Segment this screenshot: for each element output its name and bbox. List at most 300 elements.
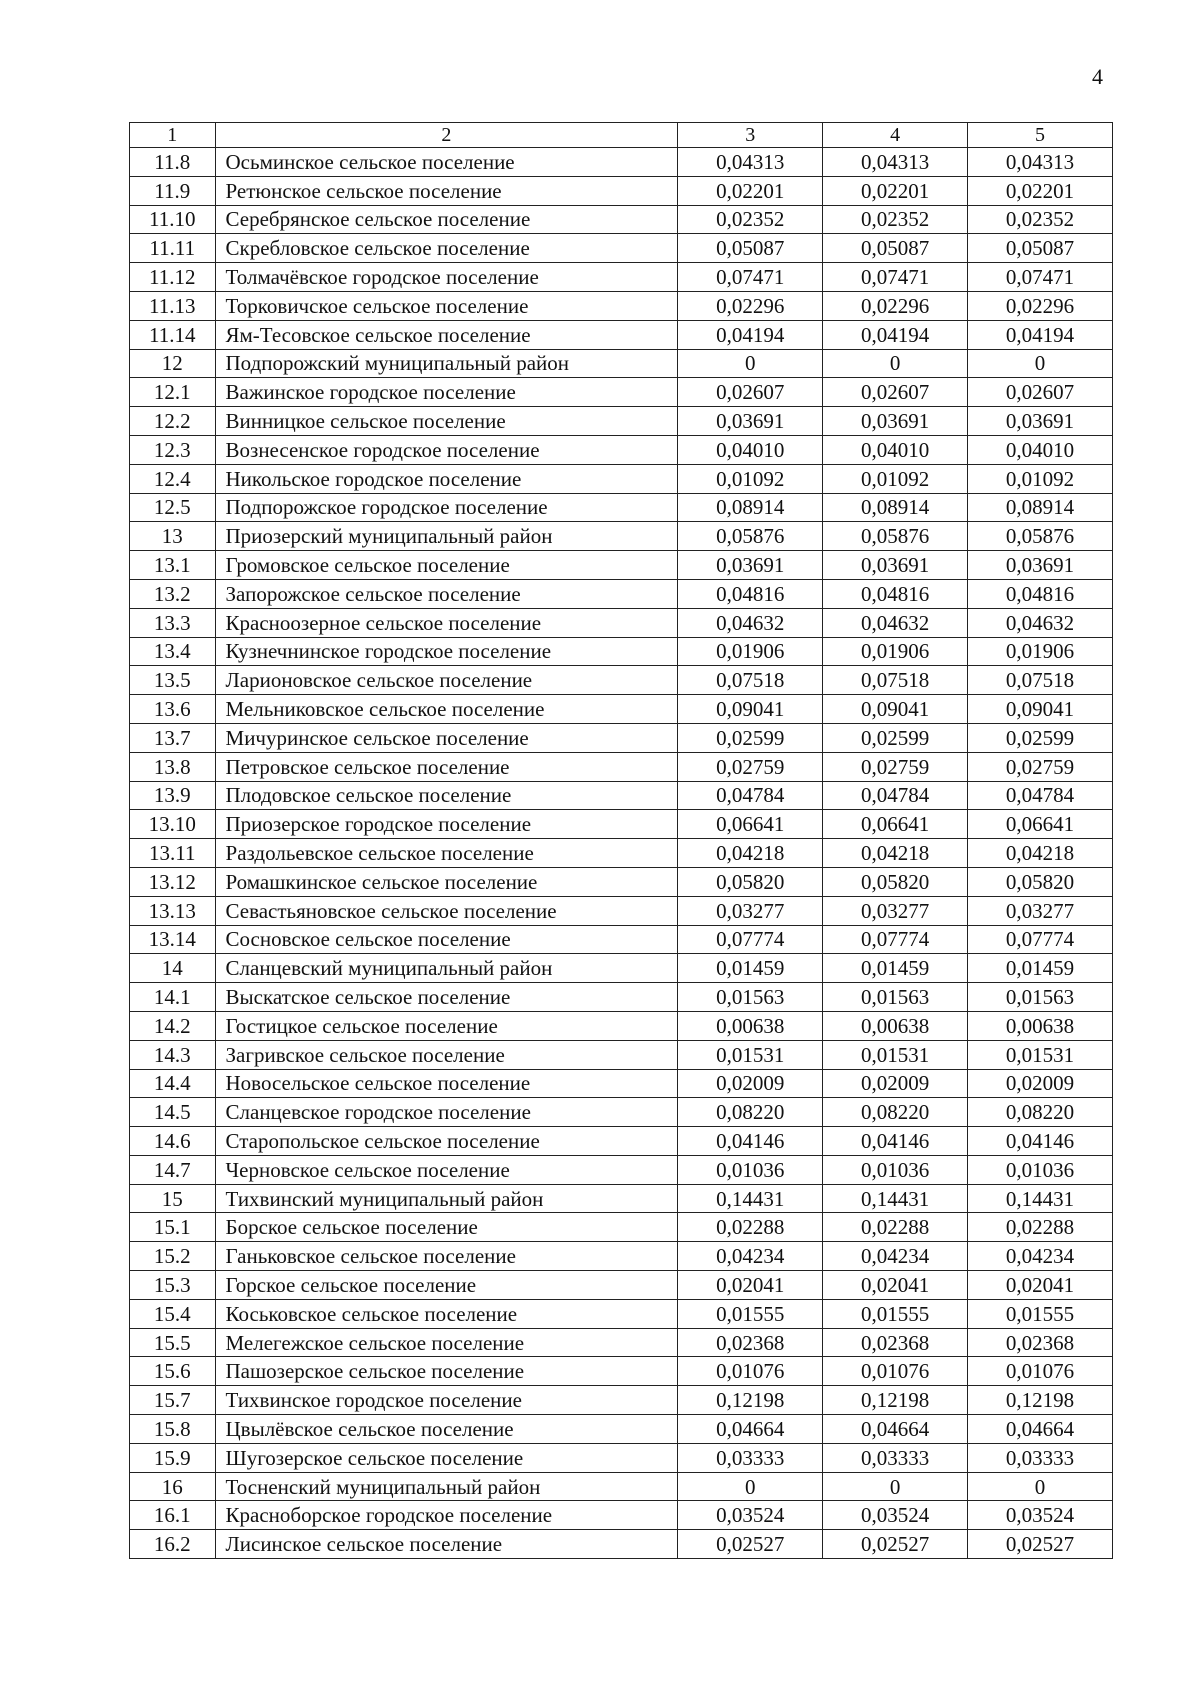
value-column-4-cell: 0,08914 <box>823 493 968 522</box>
value-column-3-cell: 0,04010 <box>678 435 823 464</box>
value-column-4-cell: 0,05820 <box>823 867 968 896</box>
settlement-name-cell: Цвылёвское сельское поселение <box>215 1415 678 1444</box>
value-column-4-cell: 0,07774 <box>823 925 968 954</box>
value-column-5-cell: 0,01459 <box>968 954 1113 983</box>
value-column-3-cell: 0,08220 <box>678 1098 823 1127</box>
value-column-5-cell: 0,04146 <box>968 1127 1113 1156</box>
value-column-4-cell: 0,03691 <box>823 407 968 436</box>
value-column-3-cell: 0,04218 <box>678 839 823 868</box>
settlement-name-cell: Осьминское сельское поселение <box>215 148 678 177</box>
row-number-cell: 16 <box>130 1472 216 1501</box>
value-column-5-cell: 0,03691 <box>968 551 1113 580</box>
settlement-name-cell: Гостицкое сельское поселение <box>215 1011 678 1040</box>
column-header-4: 4 <box>823 123 968 148</box>
column-header-5: 5 <box>968 123 1113 148</box>
table-row <box>130 148 1113 177</box>
table-row <box>130 723 1113 752</box>
table-row <box>130 1386 1113 1415</box>
table-row <box>130 234 1113 263</box>
value-column-3-cell: 0,02599 <box>678 723 823 752</box>
value-column-5-cell: 0,02352 <box>968 205 1113 234</box>
value-column-5-cell: 0,01531 <box>968 1040 1113 1069</box>
table-row <box>130 1155 1113 1184</box>
value-column-5-cell: 0,02368 <box>968 1328 1113 1357</box>
settlement-name-cell: Приозерский муниципальный район <box>215 522 678 551</box>
value-column-5-cell: 0,03691 <box>968 407 1113 436</box>
value-column-5-cell: 0,07774 <box>968 925 1113 954</box>
row-number-cell: 13.6 <box>130 695 216 724</box>
value-column-4-cell: 0,02201 <box>823 176 968 205</box>
table-row <box>130 407 1113 436</box>
settlement-name-cell: Выскатское сельское поселение <box>215 983 678 1012</box>
column-header-3: 3 <box>678 123 823 148</box>
settlement-name-cell: Сланцевский муниципальный район <box>215 954 678 983</box>
table-row <box>130 1242 1113 1271</box>
table-row <box>130 1357 1113 1386</box>
value-column-3-cell: 0,04664 <box>678 1415 823 1444</box>
row-number-cell: 16.1 <box>130 1501 216 1530</box>
value-column-4-cell: 0,03691 <box>823 551 968 580</box>
value-column-5-cell: 0,08220 <box>968 1098 1113 1127</box>
value-column-5-cell: 0,04234 <box>968 1242 1113 1271</box>
row-number-cell: 13.14 <box>130 925 216 954</box>
value-column-3-cell: 0,01563 <box>678 983 823 1012</box>
settlement-name-cell: Шугозерское сельское поселение <box>215 1443 678 1472</box>
settlement-name-cell: Громовское сельское поселение <box>215 551 678 580</box>
value-column-5-cell: 0,04010 <box>968 435 1113 464</box>
value-column-4-cell: 0,01906 <box>823 637 968 666</box>
row-number-cell: 13.3 <box>130 608 216 637</box>
value-column-3-cell: 0,03333 <box>678 1443 823 1472</box>
value-column-4-cell: 0,02296 <box>823 291 968 320</box>
settlement-name-cell: Горское сельское поселение <box>215 1271 678 1300</box>
value-column-4-cell: 0,04664 <box>823 1415 968 1444</box>
table-row <box>130 205 1113 234</box>
value-column-5-cell: 0 <box>968 349 1113 378</box>
row-number-cell: 12.1 <box>130 378 216 407</box>
value-column-5-cell: 0,12198 <box>968 1386 1113 1415</box>
value-column-5-cell: 0,00638 <box>968 1011 1113 1040</box>
settlement-name-cell: Винницкое сельское поселение <box>215 407 678 436</box>
table-row <box>130 1098 1113 1127</box>
value-column-5-cell: 0,02599 <box>968 723 1113 752</box>
value-column-4-cell: 0,04816 <box>823 579 968 608</box>
value-column-3-cell: 0,02607 <box>678 378 823 407</box>
row-number-cell: 14.5 <box>130 1098 216 1127</box>
settlement-name-cell: Мелегежское сельское поселение <box>215 1328 678 1357</box>
row-number-cell: 15 <box>130 1184 216 1213</box>
row-number-cell: 15.8 <box>130 1415 216 1444</box>
value-column-4-cell: 0,01092 <box>823 464 968 493</box>
value-column-5-cell: 0,07471 <box>968 263 1113 292</box>
row-number-cell: 14.6 <box>130 1127 216 1156</box>
value-column-5-cell: 0,02759 <box>968 752 1113 781</box>
row-number-cell: 11.13 <box>130 291 216 320</box>
settlement-name-cell: Подпорожское городское поселение <box>215 493 678 522</box>
value-column-4-cell: 0,01555 <box>823 1299 968 1328</box>
table-row <box>130 435 1113 464</box>
table-row <box>130 1443 1113 1472</box>
row-number-cell: 11.10 <box>130 205 216 234</box>
settlement-name-cell: Подпорожский муниципальный район <box>215 349 678 378</box>
value-column-4-cell: 0,04010 <box>823 435 968 464</box>
value-column-4-cell: 0,02759 <box>823 752 968 781</box>
row-number-cell: 16.2 <box>130 1530 216 1559</box>
row-number-cell: 15.3 <box>130 1271 216 1300</box>
value-column-3-cell: 0 <box>678 349 823 378</box>
column-header-1: 1 <box>130 123 216 148</box>
value-column-3-cell: 0,02296 <box>678 291 823 320</box>
settlement-name-cell: Важинское городское поселение <box>215 378 678 407</box>
row-number-cell: 11.12 <box>130 263 216 292</box>
table-row <box>130 637 1113 666</box>
coefficients-table <box>129 122 1113 1559</box>
table-row <box>130 1328 1113 1357</box>
value-column-5-cell: 0,04218 <box>968 839 1113 868</box>
value-column-5-cell: 0,04664 <box>968 1415 1113 1444</box>
settlement-name-cell: Мичуринское сельское поселение <box>215 723 678 752</box>
table-row <box>130 839 1113 868</box>
settlement-name-cell: Ям-Тесовское сельское поселение <box>215 320 678 349</box>
value-column-5-cell: 0,04632 <box>968 608 1113 637</box>
row-number-cell: 14.2 <box>130 1011 216 1040</box>
value-column-4-cell: 0,02009 <box>823 1069 968 1098</box>
value-column-5-cell: 0,05087 <box>968 234 1113 263</box>
value-column-3-cell: 0,04234 <box>678 1242 823 1271</box>
row-number-cell: 12.2 <box>130 407 216 436</box>
table-row <box>130 810 1113 839</box>
table-row <box>130 1299 1113 1328</box>
value-column-4-cell: 0,04194 <box>823 320 968 349</box>
table-row <box>130 1530 1113 1559</box>
value-column-4-cell: 0,07471 <box>823 263 968 292</box>
value-column-5-cell: 0,01563 <box>968 983 1113 1012</box>
value-column-5-cell: 0,03277 <box>968 896 1113 925</box>
value-column-5-cell: 0,01555 <box>968 1299 1113 1328</box>
settlement-name-cell: Тихвинское городское поселение <box>215 1386 678 1415</box>
value-column-3-cell: 0,06641 <box>678 810 823 839</box>
value-column-3-cell: 0,02201 <box>678 176 823 205</box>
value-column-3-cell: 0,05876 <box>678 522 823 551</box>
table-row <box>130 579 1113 608</box>
row-number-cell: 13.2 <box>130 579 216 608</box>
settlement-name-cell: Серебрянское сельское поселение <box>215 205 678 234</box>
row-number-cell: 14.4 <box>130 1069 216 1098</box>
value-column-5-cell: 0,07518 <box>968 666 1113 695</box>
table-row <box>130 320 1113 349</box>
value-column-5-cell: 0,02009 <box>968 1069 1113 1098</box>
settlement-name-cell: Вознесенское городское поселение <box>215 435 678 464</box>
row-number-cell: 15.1 <box>130 1213 216 1242</box>
row-number-cell: 14.1 <box>130 983 216 1012</box>
table-row <box>130 1184 1113 1213</box>
table-row <box>130 867 1113 896</box>
settlement-name-cell: Старопольское сельское поселение <box>215 1127 678 1156</box>
table-row <box>130 1501 1113 1530</box>
value-column-3-cell: 0,01092 <box>678 464 823 493</box>
page-number: 4 <box>1092 64 1103 89</box>
value-column-5-cell: 0,04313 <box>968 148 1113 177</box>
settlement-name-cell: Борское сельское поселение <box>215 1213 678 1242</box>
settlement-name-cell: Запорожское сельское поселение <box>215 579 678 608</box>
value-column-4-cell: 0,01531 <box>823 1040 968 1069</box>
value-column-4-cell: 0,12198 <box>823 1386 968 1415</box>
settlement-name-cell: Кузнечнинское городское поселение <box>215 637 678 666</box>
table-row <box>130 522 1113 551</box>
row-number-cell: 12.4 <box>130 464 216 493</box>
row-number-cell: 14 <box>130 954 216 983</box>
value-column-4-cell: 0,00638 <box>823 1011 968 1040</box>
settlement-name-cell: Торковичское сельское поселение <box>215 291 678 320</box>
value-column-5-cell: 0,05876 <box>968 522 1113 551</box>
table-row <box>130 1213 1113 1242</box>
row-number-cell: 13.5 <box>130 666 216 695</box>
value-column-3-cell: 0,03691 <box>678 551 823 580</box>
value-column-3-cell: 0,01076 <box>678 1357 823 1386</box>
value-column-4-cell: 0,02599 <box>823 723 968 752</box>
value-column-4-cell: 0 <box>823 1472 968 1501</box>
value-column-5-cell: 0,03333 <box>968 1443 1113 1472</box>
row-number-cell: 13.10 <box>130 810 216 839</box>
table-row <box>130 464 1113 493</box>
settlement-name-cell: Ларионовское сельское поселение <box>215 666 678 695</box>
row-number-cell: 13.12 <box>130 867 216 896</box>
value-column-3-cell: 0,03524 <box>678 1501 823 1530</box>
settlement-name-cell: Ромашкинское сельское поселение <box>215 867 678 896</box>
row-number-cell: 15.4 <box>130 1299 216 1328</box>
settlement-name-cell: Тихвинский муниципальный район <box>215 1184 678 1213</box>
row-number-cell: 13.1 <box>130 551 216 580</box>
row-number-cell: 15.6 <box>130 1357 216 1386</box>
row-number-cell: 12.5 <box>130 493 216 522</box>
value-column-3-cell: 0,04784 <box>678 781 823 810</box>
settlement-name-cell: Новосельское сельское поселение <box>215 1069 678 1098</box>
settlement-name-cell: Тосненский муниципальный район <box>215 1472 678 1501</box>
value-column-3-cell: 0,04632 <box>678 608 823 637</box>
row-number-cell: 15.7 <box>130 1386 216 1415</box>
value-column-5-cell: 0,04816 <box>968 579 1113 608</box>
settlement-name-cell: Сланцевское городское поселение <box>215 1098 678 1127</box>
row-number-cell: 11.11 <box>130 234 216 263</box>
value-column-4-cell: 0,04146 <box>823 1127 968 1156</box>
value-column-3-cell: 0,02288 <box>678 1213 823 1242</box>
value-column-4-cell: 0,02607 <box>823 378 968 407</box>
table-row <box>130 378 1113 407</box>
column-header-2: 2 <box>215 123 678 148</box>
settlement-name-cell: Толмачёвское городское поселение <box>215 263 678 292</box>
value-column-3-cell: 0,12198 <box>678 1386 823 1415</box>
value-column-5-cell: 0,02607 <box>968 378 1113 407</box>
settlement-name-cell: Мельниковское сельское поселение <box>215 695 678 724</box>
value-column-4-cell: 0,01076 <box>823 1357 968 1386</box>
value-column-5-cell: 0,08914 <box>968 493 1113 522</box>
table-row <box>130 954 1113 983</box>
settlement-name-cell: Раздольевское сельское поселение <box>215 839 678 868</box>
table-header-row <box>130 123 1113 148</box>
value-column-3-cell: 0,08914 <box>678 493 823 522</box>
row-number-cell: 13.9 <box>130 781 216 810</box>
value-column-3-cell: 0,04194 <box>678 320 823 349</box>
value-column-3-cell: 0,01555 <box>678 1299 823 1328</box>
value-column-3-cell: 0,07774 <box>678 925 823 954</box>
value-column-4-cell: 0,02041 <box>823 1271 968 1300</box>
row-number-cell: 13.11 <box>130 839 216 868</box>
row-number-cell: 12.3 <box>130 435 216 464</box>
value-column-5-cell: 0,01092 <box>968 464 1113 493</box>
row-number-cell: 11.14 <box>130 320 216 349</box>
value-column-3-cell: 0,05087 <box>678 234 823 263</box>
table-row <box>130 1271 1113 1300</box>
value-column-5-cell: 0,01906 <box>968 637 1113 666</box>
row-number-cell: 11.8 <box>130 148 216 177</box>
settlement-name-cell: Петровское сельское поселение <box>215 752 678 781</box>
settlement-name-cell: Скребловское сельское поселение <box>215 234 678 263</box>
row-number-cell: 15.5 <box>130 1328 216 1357</box>
row-number-cell: 14.3 <box>130 1040 216 1069</box>
value-column-3-cell: 0,01459 <box>678 954 823 983</box>
value-column-3-cell: 0,01906 <box>678 637 823 666</box>
value-column-5-cell: 0,09041 <box>968 695 1113 724</box>
value-column-4-cell: 0,02368 <box>823 1328 968 1357</box>
row-number-cell: 11.9 <box>130 176 216 205</box>
value-column-4-cell: 0,04632 <box>823 608 968 637</box>
settlement-name-cell: Севастьяновское сельское поселение <box>215 896 678 925</box>
value-column-3-cell: 0,02759 <box>678 752 823 781</box>
row-number-cell: 13.8 <box>130 752 216 781</box>
value-column-5-cell: 0,14431 <box>968 1184 1113 1213</box>
value-column-5-cell: 0,02288 <box>968 1213 1113 1242</box>
value-column-3-cell: 0,04146 <box>678 1127 823 1156</box>
table-row <box>130 1415 1113 1444</box>
row-number-cell: 13.7 <box>130 723 216 752</box>
row-number-cell: 13 <box>130 522 216 551</box>
settlement-name-cell: Лисинское сельское поселение <box>215 1530 678 1559</box>
value-column-4-cell: 0,02288 <box>823 1213 968 1242</box>
value-column-5-cell: 0 <box>968 1472 1113 1501</box>
value-column-4-cell: 0,03333 <box>823 1443 968 1472</box>
value-column-4-cell: 0,04784 <box>823 781 968 810</box>
row-number-cell: 15.2 <box>130 1242 216 1271</box>
settlement-name-cell: Никольское городское поселение <box>215 464 678 493</box>
table-row <box>130 781 1113 810</box>
value-column-5-cell: 0,04784 <box>968 781 1113 810</box>
value-column-3-cell: 0,03691 <box>678 407 823 436</box>
value-column-3-cell: 0,05820 <box>678 867 823 896</box>
value-column-4-cell: 0,04313 <box>823 148 968 177</box>
table-body <box>130 148 1113 1559</box>
value-column-5-cell: 0,02041 <box>968 1271 1113 1300</box>
value-column-4-cell: 0,02527 <box>823 1530 968 1559</box>
settlement-name-cell: Ретюнское сельское поселение <box>215 176 678 205</box>
table-row <box>130 493 1113 522</box>
value-column-4-cell: 0,02352 <box>823 205 968 234</box>
table-row <box>130 925 1113 954</box>
value-column-3-cell: 0,02009 <box>678 1069 823 1098</box>
value-column-3-cell: 0,02527 <box>678 1530 823 1559</box>
value-column-4-cell: 0,01459 <box>823 954 968 983</box>
row-number-cell: 14.7 <box>130 1155 216 1184</box>
value-column-3-cell: 0,02041 <box>678 1271 823 1300</box>
settlement-name-cell: Коськовское сельское поселение <box>215 1299 678 1328</box>
settlement-name-cell: Ганьковское сельское поселение <box>215 1242 678 1271</box>
value-column-4-cell: 0,08220 <box>823 1098 968 1127</box>
value-column-4-cell: 0,05876 <box>823 522 968 551</box>
value-column-3-cell: 0,07518 <box>678 666 823 695</box>
value-column-5-cell: 0,06641 <box>968 810 1113 839</box>
settlement-name-cell: Сосновское сельское поселение <box>215 925 678 954</box>
table-row <box>130 983 1113 1012</box>
value-column-3-cell: 0,00638 <box>678 1011 823 1040</box>
settlement-name-cell: Черновское сельское поселение <box>215 1155 678 1184</box>
value-column-4-cell: 0,14431 <box>823 1184 968 1213</box>
value-column-3-cell: 0,02368 <box>678 1328 823 1357</box>
value-column-4-cell: 0 <box>823 349 968 378</box>
value-column-5-cell: 0,02527 <box>968 1530 1113 1559</box>
row-number-cell: 13.4 <box>130 637 216 666</box>
settlement-name-cell: Красноозерное сельское поселение <box>215 608 678 637</box>
value-column-5-cell: 0,01076 <box>968 1357 1113 1386</box>
value-column-4-cell: 0,04218 <box>823 839 968 868</box>
row-number-cell: 15.9 <box>130 1443 216 1472</box>
value-column-3-cell: 0,01036 <box>678 1155 823 1184</box>
value-column-4-cell: 0,03277 <box>823 896 968 925</box>
table-row <box>130 666 1113 695</box>
row-number-cell: 13.13 <box>130 896 216 925</box>
value-column-3-cell: 0,09041 <box>678 695 823 724</box>
settlement-name-cell: Красноборское городское поселение <box>215 1501 678 1530</box>
value-column-4-cell: 0,03524 <box>823 1501 968 1530</box>
value-column-4-cell: 0,06641 <box>823 810 968 839</box>
row-number-cell: 12 <box>130 349 216 378</box>
value-column-3-cell: 0,02352 <box>678 205 823 234</box>
table-row <box>130 608 1113 637</box>
table-row <box>130 896 1113 925</box>
value-column-4-cell: 0,05087 <box>823 234 968 263</box>
settlement-name-cell: Плодовское сельское поселение <box>215 781 678 810</box>
table-row <box>130 1069 1113 1098</box>
value-column-5-cell: 0,01036 <box>968 1155 1113 1184</box>
value-column-3-cell: 0,04816 <box>678 579 823 608</box>
value-column-5-cell: 0,03524 <box>968 1501 1113 1530</box>
table-row <box>130 349 1113 378</box>
value-column-4-cell: 0,07518 <box>823 666 968 695</box>
table-row <box>130 1040 1113 1069</box>
value-column-4-cell: 0,04234 <box>823 1242 968 1271</box>
value-column-5-cell: 0,04194 <box>968 320 1113 349</box>
value-column-3-cell: 0,03277 <box>678 896 823 925</box>
value-column-5-cell: 0,02296 <box>968 291 1113 320</box>
value-column-4-cell: 0,01563 <box>823 983 968 1012</box>
settlement-name-cell: Загривское сельское поселение <box>215 1040 678 1069</box>
table-row <box>130 263 1113 292</box>
settlement-name-cell: Пашозерское сельское поселение <box>215 1357 678 1386</box>
value-column-3-cell: 0 <box>678 1472 823 1501</box>
table-row <box>130 1127 1113 1156</box>
settlement-name-cell: Приозерское городское поселение <box>215 810 678 839</box>
value-column-5-cell: 0,02201 <box>968 176 1113 205</box>
value-column-3-cell: 0,04313 <box>678 148 823 177</box>
value-column-5-cell: 0,05820 <box>968 867 1113 896</box>
table-row <box>130 551 1113 580</box>
table-row <box>130 176 1113 205</box>
value-column-3-cell: 0,01531 <box>678 1040 823 1069</box>
value-column-4-cell: 0,09041 <box>823 695 968 724</box>
value-column-3-cell: 0,07471 <box>678 263 823 292</box>
value-column-4-cell: 0,01036 <box>823 1155 968 1184</box>
table-row <box>130 695 1113 724</box>
table-row <box>130 291 1113 320</box>
table-row <box>130 1011 1113 1040</box>
